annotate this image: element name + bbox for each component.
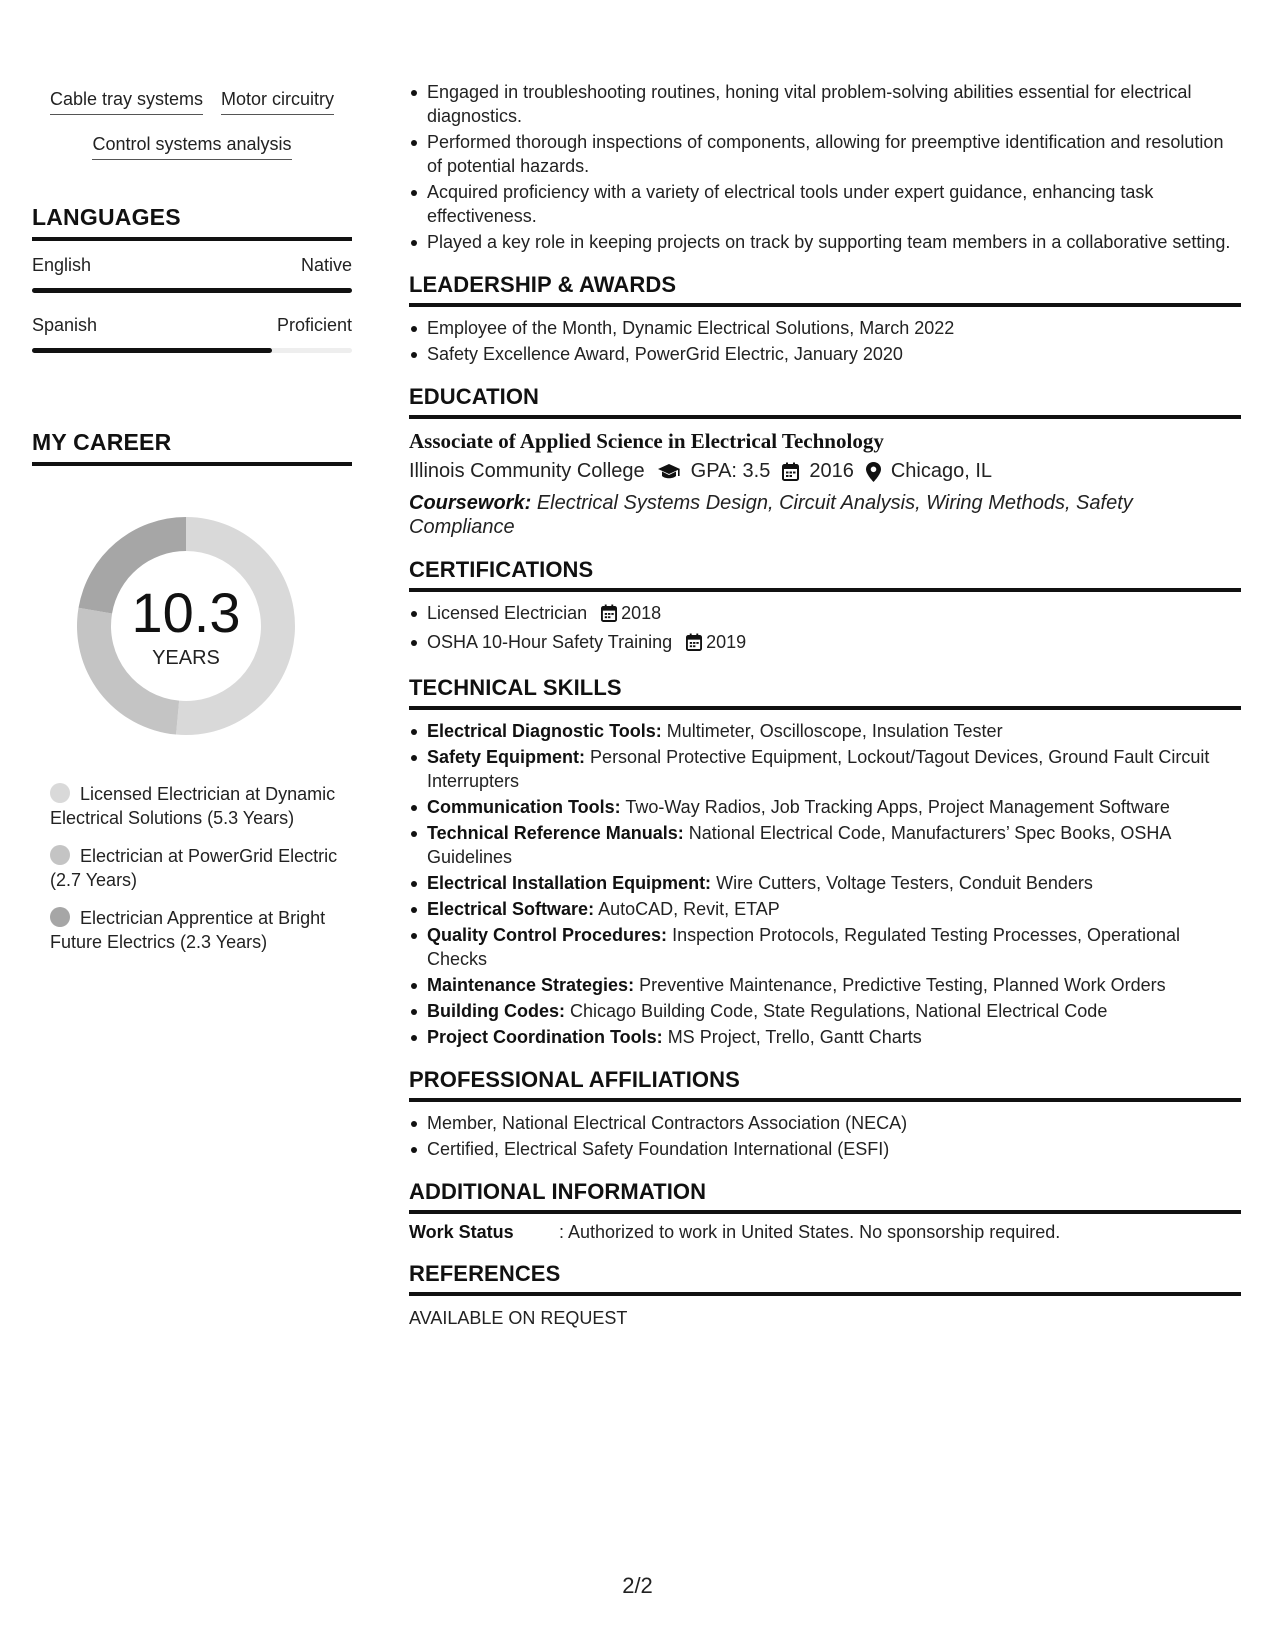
career-legend-item: Licensed Electrician at Dynamic Electrical Solutions (5.3 Years) <box>50 784 336 828</box>
references-heading: REFERENCES <box>409 1261 1241 1296</box>
language-item <box>32 315 352 353</box>
affiliations-list <box>409 1111 1241 1161</box>
education-school: Illinois Community College <box>409 460 645 482</box>
skill-tag: Motor circuitry <box>221 84 334 115</box>
career-legend-item: Electrician at PowerGrid Electric (2.7 Years) <box>50 846 338 890</box>
list-item: Safety Equipment: Personal Protective Equipment, Lockout/Tagout Devices, Ground Fault Circuit Interrupters <box>409 745 1241 793</box>
list-item: Electrical Software: AutoCAD, Revit, ETAP <box>409 897 1241 921</box>
language-level: Proficient <box>276 315 352 335</box>
certifications-heading: CERTIFICATIONS <box>409 557 1241 592</box>
work-status-label: Work Status <box>409 1222 514 1242</box>
education-gpa: GPA: 3.5 <box>690 460 771 482</box>
page-number: 2/2 <box>622 1573 653 1598</box>
legend-dot-icon <box>50 907 70 927</box>
list-item: Technical Reference Manuals: National Electrical Code, Manufacturers’ Spec Books, OSHA Guidelines <box>409 821 1241 869</box>
language-name: Spanish <box>32 315 98 335</box>
list-item: Quality Control Procedures: Inspection Protocols, Regulated Testing Processes, Operational Checks <box>409 923 1241 971</box>
list-item: Member, National Electrical Contractors Association (NECA) <box>409 1111 1241 1135</box>
education-details <box>409 460 1241 483</box>
list-item: Certified, Electrical Safety Foundation International (ESFI) <box>409 1137 1241 1161</box>
language-level-fill <box>32 288 352 293</box>
list-item: Acquired proficiency with a variety of electrical tools under expert guidance, enhancing task effectiveness. <box>409 180 1241 228</box>
languages-heading: LANGUAGES <box>32 204 352 241</box>
technical-skills-heading: TECHNICAL SKILLS <box>409 675 1241 710</box>
career-total-unit: YEARS <box>152 646 220 669</box>
left-column <box>32 84 352 968</box>
references-text: AVAILABLE ON REQUEST <box>409 1308 628 1328</box>
list-item: Project Coordination Tools: MS Project, Trello, Gantt Charts <box>409 1025 1241 1049</box>
work-status-value: : Authorized to work in United States. No sponsorship required. <box>559 1222 1061 1242</box>
career-legend <box>50 782 340 954</box>
list-item: Maintenance Strategies: Preventive Maintenance, Predictive Testing, Planned Work Orders <box>409 973 1241 997</box>
career-total-years: 10.3 <box>131 580 241 644</box>
education-location: Chicago, IL <box>890 460 992 482</box>
right-column <box>409 80 1241 1329</box>
career-legend-item: Electrician Apprentice at Bright Future Electrics (2.3 Years) <box>50 908 326 952</box>
leadership-heading: LEADERSHIP & AWARDS <box>409 272 1241 307</box>
calendar-icon <box>686 633 702 657</box>
experience-bullets <box>409 80 1241 254</box>
list-item: Building Codes: Chicago Building Code, State Regulations, National Electrical Code <box>409 999 1241 1023</box>
language-item <box>32 255 352 293</box>
skills-tags <box>32 84 352 160</box>
list-item: Performed thorough inspections of components, allowing for preemptive identification and resolution of potential hazards. <box>409 130 1241 178</box>
language-level-fill <box>32 348 272 353</box>
list-item: Licensed Electrician 2018 <box>409 601 1241 628</box>
certifications-list <box>409 601 1241 657</box>
technical-skills-list <box>409 719 1241 1049</box>
skill-tag: Cable tray systems <box>50 84 203 115</box>
list-item: Electrical Diagnostic Tools: Multimeter, Oscilloscope, Insulation Tester <box>409 719 1241 743</box>
language-level-bar <box>32 288 352 293</box>
language-level: Native <box>300 255 352 275</box>
career-donut-chart <box>66 506 306 746</box>
list-item: Communication Tools: Two-Way Radios, Job Tracking Apps, Project Management Software <box>409 795 1241 819</box>
list-item: Employee of the Month, Dynamic Electrical Solutions, March 2022 <box>409 316 1241 340</box>
additional-info-heading: ADDITIONAL INFORMATION <box>409 1179 1241 1214</box>
work-status-row <box>409 1222 1241 1243</box>
list-item: Played a key role in keeping projects on track by supporting team members in a collaborative setting. <box>409 230 1241 254</box>
list-item: Engaged in troubleshooting routines, honing vital problem-solving abilities essential for electrical diagnostics. <box>409 80 1241 128</box>
legend-dot-icon <box>50 783 70 803</box>
education-degree: Associate of Applied Science in Electrical Technology <box>409 429 884 453</box>
list-item: Safety Excellence Award, PowerGrid Electric, January 2020 <box>409 342 1241 366</box>
calendar-icon <box>782 462 799 481</box>
graduation-cap-icon <box>657 463 681 481</box>
language-level-bar <box>32 348 352 353</box>
list-item: Electrical Installation Equipment: Wire Cutters, Voltage Testers, Conduit Benders <box>409 871 1241 895</box>
education-heading: EDUCATION <box>409 384 1241 419</box>
legend-dot-icon <box>50 845 70 865</box>
career-heading: MY CAREER <box>32 429 352 466</box>
list-item: OSHA 10-Hour Safety Training 2019 <box>409 630 1241 657</box>
map-pin-icon <box>866 462 881 482</box>
language-name: English <box>32 255 92 275</box>
education-year: 2016 <box>809 460 854 482</box>
leadership-list <box>409 316 1241 366</box>
languages-section <box>32 204 352 353</box>
career-section <box>32 429 352 954</box>
education-coursework: Coursework: Electrical Systems Design, Circuit Analysis, Wiring Methods, Safety Compliance <box>409 492 1133 538</box>
calendar-icon <box>601 604 617 628</box>
skill-tag: Control systems analysis <box>92 129 291 160</box>
affiliations-heading: PROFESSIONAL AFFILIATIONS <box>409 1067 1241 1102</box>
